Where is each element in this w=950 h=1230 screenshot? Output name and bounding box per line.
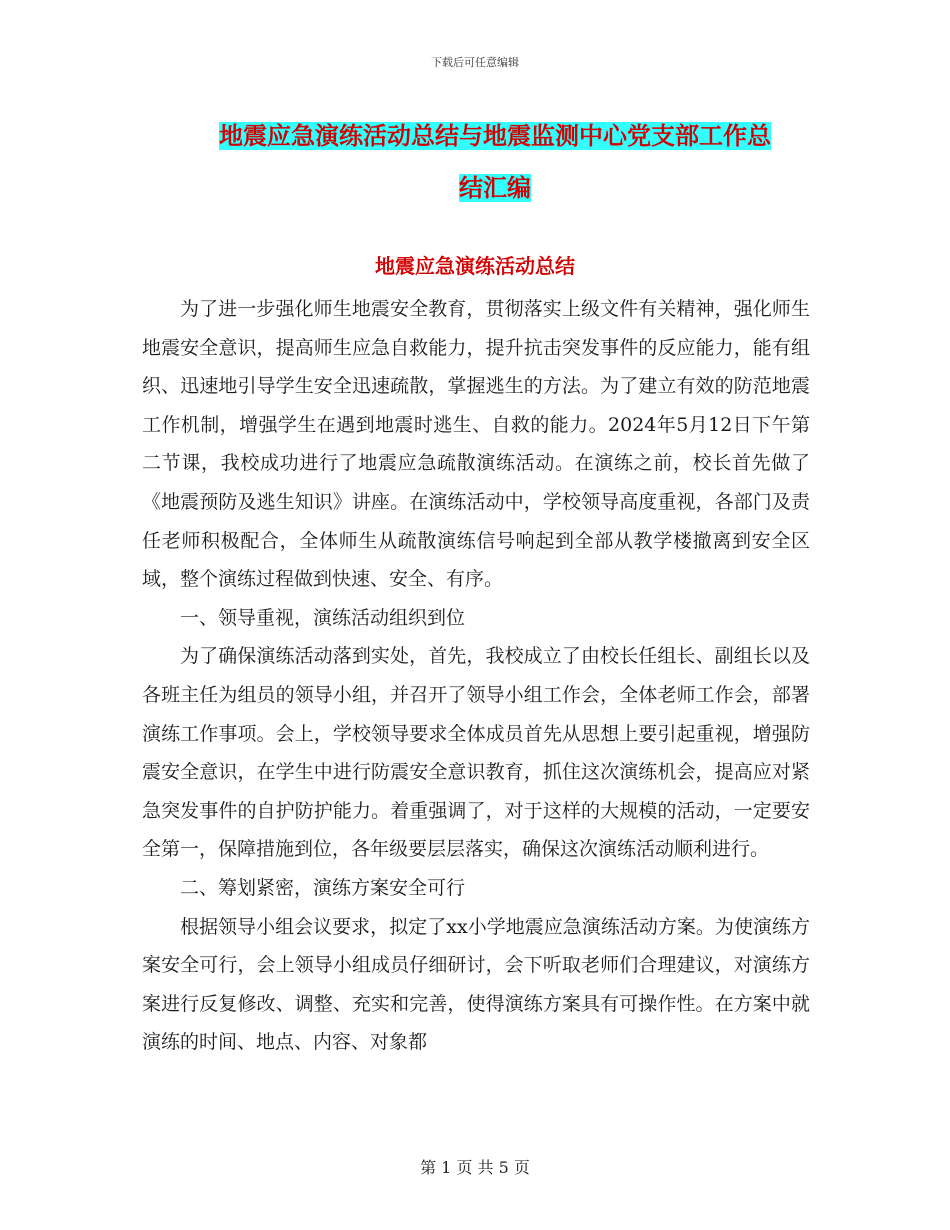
section-title: 地震应急演练活动总结 <box>375 254 575 278</box>
document-title-line-2: 结汇编 <box>459 174 531 202</box>
heading-1: 一、领导重视，演练活动组织到位 <box>180 606 466 629</box>
page-footer: 第 1 页 共 5 页 <box>420 1158 530 1177</box>
heading-2: 二、筹划紧密，演练方案安全可行 <box>180 876 466 899</box>
document-title <box>150 110 840 214</box>
paragraph-planning: 根据领导小组会议要求，拟定了xx小学地震应急演练活动方案。为使演练方案安全可行，会上领导小组成员仔细研讨，会下听取老师们合理建议，对演练方案进行反复修改、调整、充实和完善，使得演练方案具有可操作性。在方案中就演练的时间、地点、内容、对象都 <box>142 915 810 1054</box>
paragraph-intro: 为了进一步强化师生地震安全教育，贯彻落实上级文件有关精神，强化师生地震安全意识，提高师生应急自救能力，提升抗击突发事件的反应能力，能有组织、迅速地引导学生安全迅速疏散，掌握逃生的方法。为了建立有效的防范地震工作机制，增强学生在遇到地震时逃生、自救的能力。2024年5月12日下午第二节课，我校成功进行了地震应急疏散演练活动。在演练之前，校长首先做了《地震预防及逃生知识》讲座。在演练活动中，学校领导高度重视，各部门及责任老师积极配合，全体师生从疏散演练信号响起到全部从教学楼撤离到安全区域，整个演练过程做到快速、安全、有序。 <box>142 298 810 591</box>
document-title-line-1: 地震应急演练活动总结与地震监测中心党支部工作总 <box>219 122 771 150</box>
paragraph-leadership: 为了确保演练活动落到实处，首先，我校成立了由校长任组长、副组长以及各班主任为组员的领导小组，并召开了领导小组工作会，全体老师工作会，部署演练工作事项。会上，学校领导要求全体成员首先从思想上要引起重视，增强防震安全意识，在学生中进行防震安全意识教育，抓住这次演练机会，提高应对紧急突发事件的自护防护能力。着重强调了，对于这样的大规模的活动，一定要安全第一，保障措施到位，各年级要层层落实，确保这次演练活动顺利进行。 <box>142 645 810 861</box>
body-text <box>142 290 810 1062</box>
header-note: 下载后可任意编辑 <box>431 56 519 69</box>
